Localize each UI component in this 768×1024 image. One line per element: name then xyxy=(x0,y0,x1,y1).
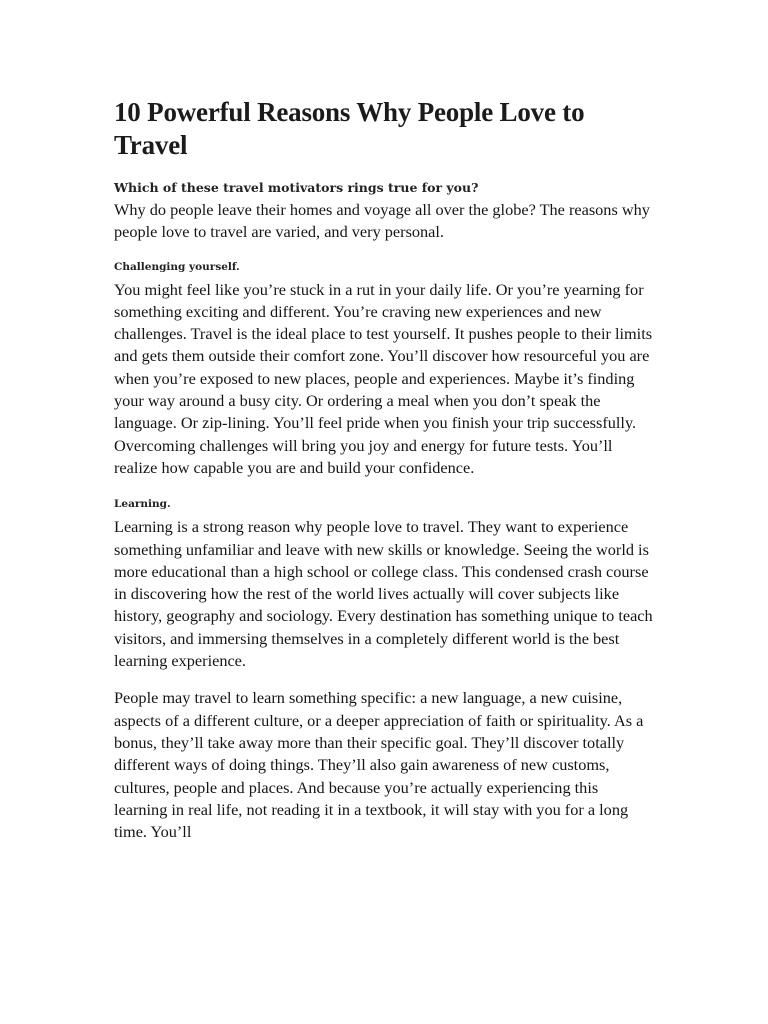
section-paragraph-learning-1: Learning is a strong reason why people love to travel. They want to experience something unfamiliar and leave with new skills or knowledge. Seeing the world is more educational than a high school or college class. This condensed crash course in discovering how the rest of the world lives actually will cover subjects like history, geography and sociology. Every destination has something unique to teach visitors, and immersing themselves in a completely different world is the best learning experience. xyxy=(114,517,653,671)
section-paragraph-challenging-1: You might feel like you’re stuck in a rut in your daily life. Or you’re yearning for something exciting and different. You’re craving new experiences and new challenges. Travel is the ideal place to test yourself. It pushes people to their limits and gets them outside their comfort zone. You’ll discover how resourceful you are when you’re exposed to new places, people and experiences. Maybe it’s finding your way around a busy city. Or ordering a meal when you don’t speak the language. Or zip-lining. You’ll feel pride when you finish your trip successfully. Overcoming challenges will bring you joy and energy for future tests. You’ll realize how capable you are and build your confidence. xyxy=(114,279,653,477)
document-subtitle: Which of these travel motivators rings true for you? xyxy=(114,180,479,195)
section-paragraph-learning-2: People may travel to learn something specific: a new language, a new cuisine, aspects of a different culture, or a deeper appreciation of faith or spirituality. As a bonus, they’ll take away more than their specific goal. They’ll discover totally different ways of doing things. They’ll also gain awareness of new customs, cultures, people and places. And because you’re actually experiencing this learning in real life, not reading it in a textbook, it will stay with you for a long time. You’ll xyxy=(114,688,644,842)
intro-paragraph: Why do people leave their homes and voyage all over the globe? The reasons why people love to travel are varied, and very personal. xyxy=(114,200,650,242)
section-heading-challenging: Challenging yourself. xyxy=(114,260,240,273)
section-heading-learning: Learning. xyxy=(114,498,171,511)
document-title: 10 Powerful Reasons Why People Love to Travel xyxy=(114,97,585,160)
document-page xyxy=(114,96,654,843)
